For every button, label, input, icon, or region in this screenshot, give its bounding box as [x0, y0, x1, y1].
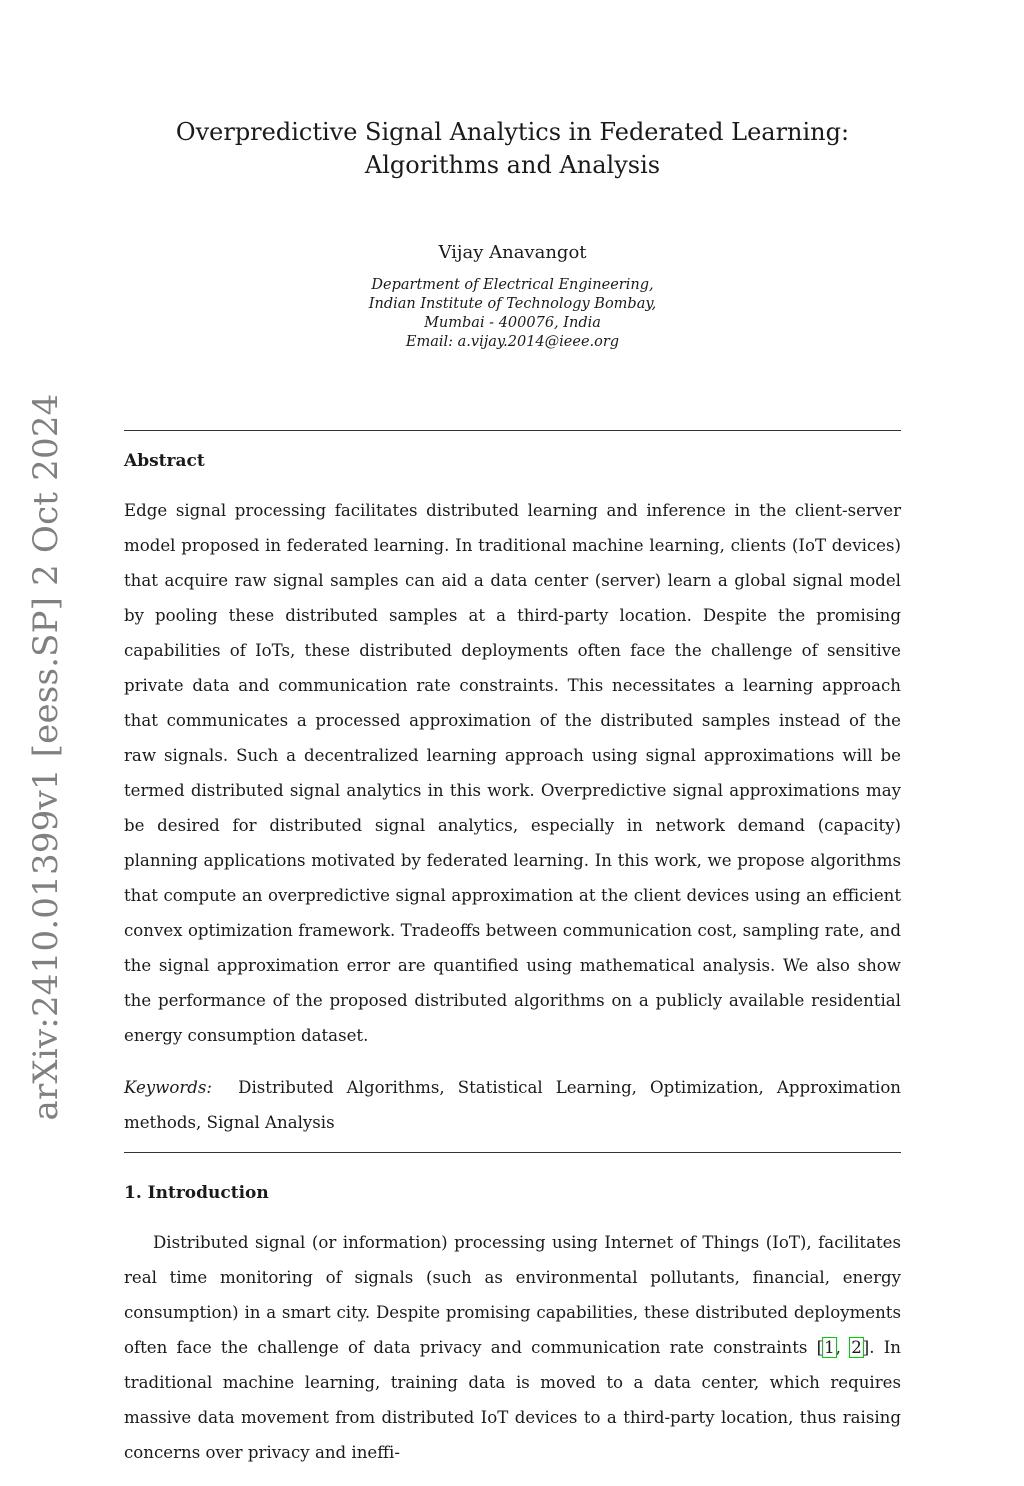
- intro-text-part-2: ]. In traditional machine learning, training data is moved to a data center, which requires massive data movement from distributed IoT devices to a third-party location, thus raising concerns over privacy and ineffi-: [124, 1337, 901, 1462]
- affiliation-email: Email: a.vijay.2014@ieee.org: [405, 334, 620, 350]
- introduction-paragraph: [124, 1225, 901, 1470]
- abstract-text: Edge signal processing facilitates distributed learning and inference in the client-server model proposed in federated learning. In traditional machine learning, clients (IoT devices) that acquire raw signal samples can aid a data center (server) learn a global signal model by pooling these distributed samples at a third-party location. Despite the promising capabilities of IoTs, these distributed deployments often face the challenge of sensitive private data and communication rate constraints. This necessitates a learning approach that communicates a processed approximation of the distributed samples instead of the raw signals. Such a decentralized learning approach using signal approximations will be termed distributed signal analytics in this work. Overpredictive signal approximations may be desired for distributed signal analytics, especially in network demand (capacity) planning applications motivated by federated learning. In this work, we propose algorithms that compute an overpredictive signal approximation at the client devices using an efficient convex optimization framework. Tradeoffs between communication cost, sampling rate, and the signal approximation error are quantified using mathematical analysis. We also show the performance of the proposed distributed algorithms on a publicly available residential energy consumption dataset.: [124, 501, 901, 1045]
- author-name: Vijay Anavangot: [438, 242, 587, 263]
- abstract-bottom-rule: [124, 1152, 901, 1153]
- abstract-top-rule: [124, 430, 901, 431]
- paper-page: [124, 116, 901, 1486]
- citation-link-2[interactable]: 2: [851, 1337, 862, 1357]
- affiliation-institute: Indian Institute of Technology Bombay,: [368, 296, 657, 312]
- keywords: [124, 1070, 901, 1140]
- affiliation-department: Department of Electrical Engineering,: [371, 277, 654, 293]
- section-heading-introduction: 1. Introduction: [124, 1182, 269, 1203]
- citation-link-1[interactable]: 1: [824, 1337, 835, 1357]
- title-line-1: Overpredictive Signal Analytics in Federated Learning:: [175, 118, 850, 146]
- author-affiliation: [124, 276, 901, 352]
- title-line-2: Algorithms and Analysis: [364, 151, 661, 179]
- keywords-list: Distributed Algorithms, Statistical Learning, Optimization, Approximation methods, Signal Analysis: [124, 1077, 901, 1132]
- arxiv-identifier: arXiv:2410.01399v1 [eess.SP] 2 Oct 2024: [26, 393, 66, 1121]
- keywords-label: Keywords:: [124, 1077, 213, 1097]
- intro-text-part-1: Distributed signal (or information) processing using Internet of Things (IoT), facilitates real time monitoring of signals (such as environmental pollutants, financial, energy consumption) in a smart city. Despite promising capabilities, these distributed deployments often face the challenge of data privacy and communication rate constraints [: [124, 1232, 901, 1357]
- paper-title: [124, 116, 901, 182]
- citation-separator: ,: [835, 1337, 851, 1357]
- affiliation-city: Mumbai - 400076, India: [424, 315, 601, 331]
- abstract-heading: Abstract: [124, 451, 205, 471]
